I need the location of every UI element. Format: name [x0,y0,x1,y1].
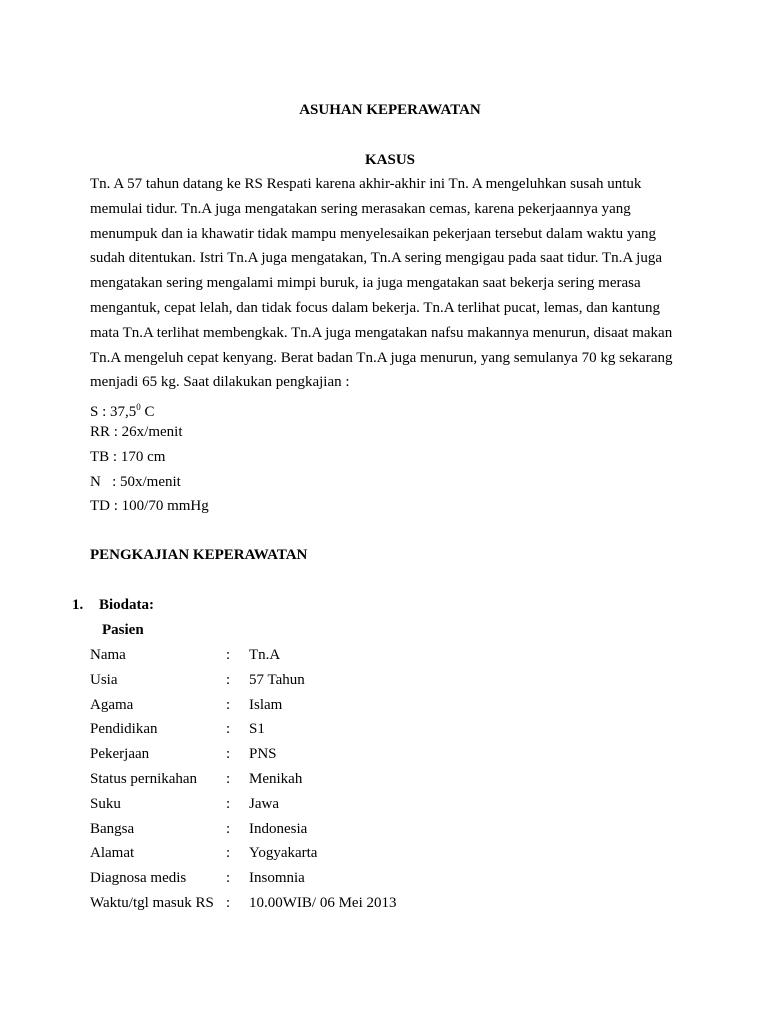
case-line: menumpuk dan ia khawatir tidak mampu menyelesaikan pekerjaan tersebut dalam waktu yang [90,225,657,242]
document-title: ASUHAN KEPERAWATAN [299,102,481,118]
case-body [90,172,690,519]
biodata-key: Status pernikahan [90,770,198,787]
biodata-value: 57 Tahun [249,671,305,688]
case-line: sudah ditentukan. Istri Tn.A juga mengatakan, Tn.A sering mengigau pada saat tidur. Tn.A juga [90,250,662,267]
biodata-colon: : [226,820,231,837]
case-line: mengantuk, cepat lelah, dan tidak focus dalam bekerja. Tn.A terlihat pucat, lemas, dan kantung [90,299,660,316]
case-line: menjadi 65 kg. Saat dilakukan pengkajian : [90,374,350,391]
case-line: mata Tn.A terlihat membengkak. Tn.A juga mengatakan nafsu makannya menurun, disaat makan [90,324,673,341]
biodata-key: Nama [90,647,126,663]
biodata-colon: : [226,870,231,887]
biodata-colon: : [226,721,231,738]
biodata-key: Suku [90,795,121,812]
vital-suhu-value: S : 37,5 [90,404,137,421]
biodata-value: Islam [249,696,283,713]
vital-suhu [90,395,690,420]
case-line: Tn. A 57 tahun datang ke RS Respati karena akhir-akhir ini Tn. A mengeluhkan susah untuk [90,176,642,192]
biodata-key: Agama [90,696,134,713]
biodata-value: S1 [249,721,265,738]
biodata-colon: : [226,795,231,812]
biodata-key: Waktu/tgl masuk RS [90,894,214,911]
biodata-value: Menikah [249,770,303,787]
biodata-colon: : [226,894,231,911]
biodata-colon: : [226,845,231,862]
biodata-key: Diagnosa medis [90,870,187,887]
biodata-colon: : [226,696,231,713]
biodata-key: Usia [90,671,118,688]
vital-suhu-unit: C [140,404,155,421]
sub-heading: Pasien [102,622,144,638]
case-line: mengatakan sering mengalami mimpi buruk, ia juga mengatakan saat bekerja sering merasa [90,275,641,292]
biodata-value: Jawa [249,795,279,812]
vital-tb: TB : 170 cm [90,448,166,465]
case-line: Tn.A mengeluh cepat kenyang. Berat badan Tn.A juga menurun, yang semulanya 70 kg sekarang [90,349,673,366]
vital-td: TD : 100/70 mmHg [90,498,209,515]
item-label: Biodata: [99,597,155,613]
numbered-item [72,595,154,615]
biodata-key: Pekerjaan [90,746,150,763]
biodata-value: 10.00WIB/ 06 Mei 2013 [249,894,397,911]
biodata-key: Pendidikan [90,721,158,738]
biodata-value: Insomnia [249,870,305,887]
biodata-value: Tn.A [249,647,281,663]
vital-rr: RR : 26x/menit [90,423,183,440]
biodata-value: PNS [249,746,277,763]
biodata-colon: : [226,746,231,763]
biodata-key: Bangsa [90,820,135,837]
case-line: memulai tidur. Tn.A juga mengatakan sering merasakan cemas, karena pekerjaannya yang [90,200,631,217]
vital-n: N : 50x/menit [90,473,181,490]
degree-superscript: 0 [136,402,141,413]
biodata-value: Yogyakarta [249,845,318,862]
section-heading: PENGKAJIAN KEPERAWATAN [90,547,308,563]
biodata-key: Alamat [90,845,135,862]
item-number: 1. [72,597,84,613]
biodata-value: Indonesia [249,820,308,837]
biodata-colon: : [226,647,231,663]
biodata-colon: : [226,770,231,787]
biodata-colon: : [226,671,231,688]
case-heading: KASUS [364,152,416,168]
